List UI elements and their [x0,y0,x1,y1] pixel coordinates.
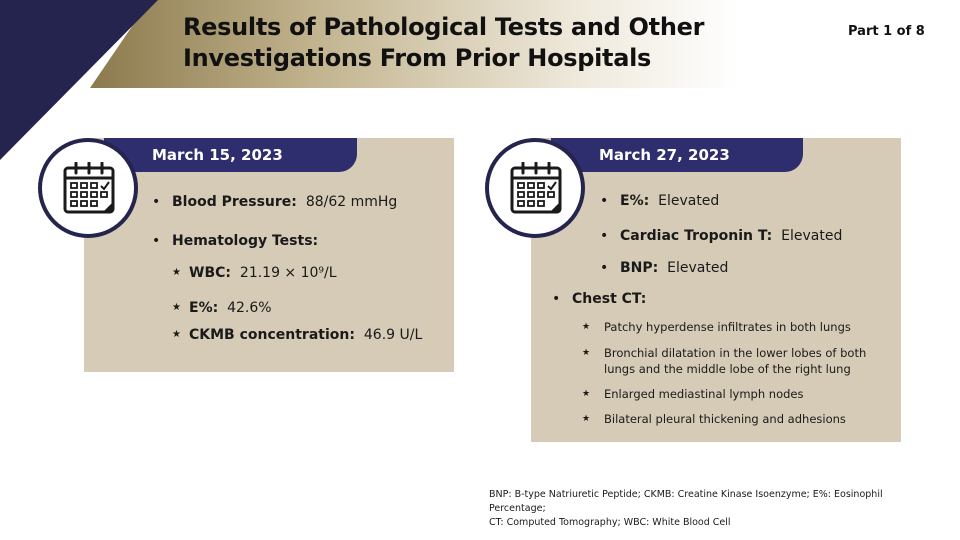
troponin-value: Elevated [781,228,843,244]
hematology-label: Hematology Tests: [172,233,319,249]
part-indicator: Part 1 of 8 [848,24,925,39]
bullet-marker: • [152,233,161,249]
ckmb-value: 46.9 U/L [363,327,423,343]
wbc-item [172,265,337,281]
eosinophil-item [172,300,272,316]
bp-value: 88/62 mmHg [305,194,398,210]
eos-label: E%: [189,300,219,316]
footnote-line-2: CT: Computed Tomography; WBC: White Blood Cell [489,517,731,528]
right-calendar-badge [485,138,585,238]
bullet-marker: • [152,194,161,210]
star-marker: ★ [172,267,181,278]
bullet-marker: • [600,228,609,244]
star-marker: ★ [582,389,591,399]
chest-ct-label: Chest CT: [572,291,647,307]
right-eos-label: E%: [620,193,650,209]
wbc-label: WBC: [189,265,231,281]
ct-finding-text: Bilateral pleural thickening and adhesions [604,412,846,426]
ckmb-label: CKMB concentration: [189,327,355,343]
footnote-line-1: BNP: B-type Natriuretic Peptide; CKMB: Creatine Kinase Isoenzyme; E%: Eosinophil Percentage; [489,489,883,514]
calendar-icon [510,162,562,216]
left-date-header: March 15, 2023 [104,138,357,172]
title-line-1: Results of Pathological Tests and Other [183,13,705,41]
ct-finding-text: Bronchial dilatation in the lower lobes of both lungs and the middle lobe of the right lung [604,346,867,376]
bp-label: Blood Pressure: [172,194,297,210]
right-eosinophil-item [600,193,719,209]
ct-finding-text: Patchy hyperdense infiltrates in both lungs [604,320,851,334]
star-marker: ★ [582,348,591,358]
bnp-value: Elevated [667,260,729,276]
troponin-label: Cardiac Troponin T: [620,228,773,244]
ct-finding-item [582,345,882,377]
ckmb-item [172,327,422,343]
left-calendar-badge [38,138,138,238]
right-eos-value: Elevated [658,193,720,209]
abbreviations-footnote [489,488,939,530]
title-line-2: Investigations From Prior Hospitals [183,44,652,72]
star-marker: ★ [172,329,181,340]
bnp-label: BNP: [620,260,659,276]
blood-pressure-item [152,194,397,210]
star-marker: ★ [582,322,591,332]
ct-finding-item [582,386,882,402]
star-marker: ★ [172,302,181,313]
ct-finding-item [582,411,882,427]
calendar-icon [63,162,115,216]
ct-finding-text: Enlarged mediastinal lymph nodes [604,387,804,401]
chest-ct-item [552,291,646,307]
page-title [183,12,783,74]
troponin-item [600,228,842,244]
bullet-marker: • [552,291,561,307]
eos-value: 42.6% [227,300,272,316]
bullet-marker: • [600,260,609,276]
ct-finding-item [582,319,882,335]
bullet-marker: • [600,193,609,209]
star-marker: ★ [582,414,591,424]
wbc-value: 21.19 × 10⁹/L [239,265,337,281]
right-date-header: March 27, 2023 [551,138,803,172]
bnp-item [600,260,728,276]
hematology-item [152,233,318,249]
